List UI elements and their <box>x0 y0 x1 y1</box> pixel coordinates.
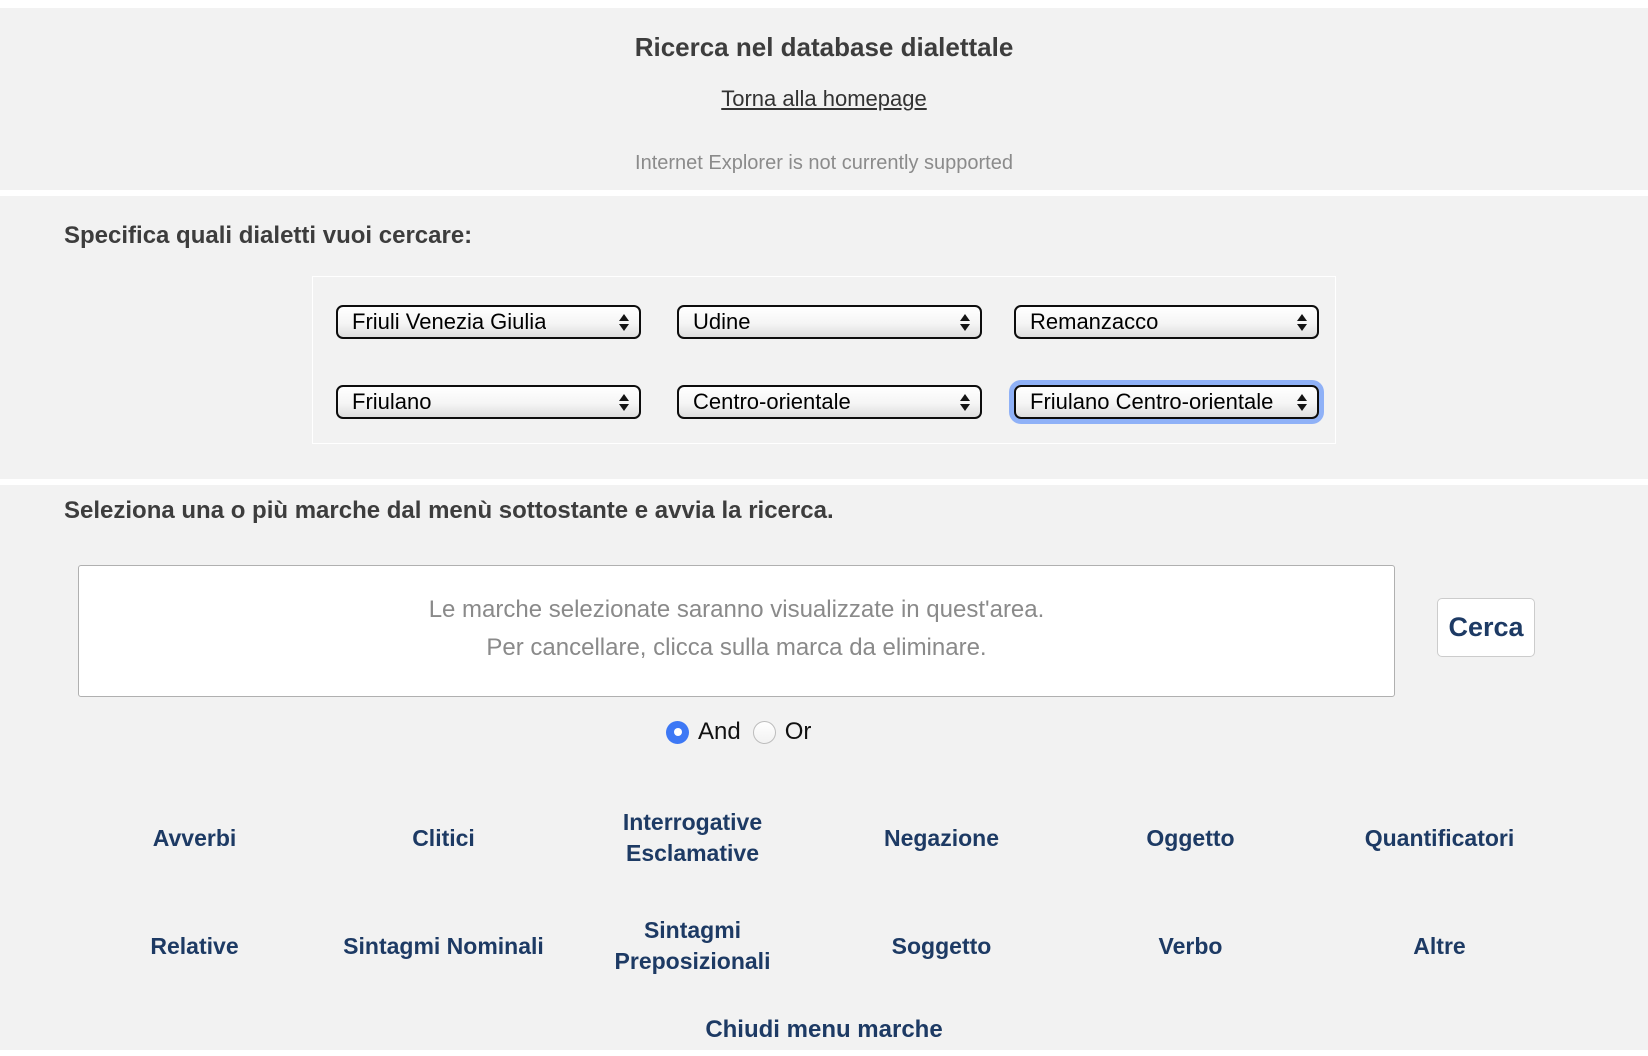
marche-link-verbo[interactable]: Verbo <box>1158 932 1223 959</box>
top-divider <box>0 0 1648 8</box>
marche-link-altre[interactable]: Altre <box>1413 932 1466 959</box>
marche-link-sintagmi-preposizionali[interactable]: Sintagmi Preposizionali <box>614 917 771 974</box>
select-arrows-icon <box>619 314 629 331</box>
marche-section <box>0 485 1648 1050</box>
select-arrows-icon <box>619 394 629 411</box>
or-radio-label[interactable]: Or <box>784 718 812 745</box>
select-arrows-icon <box>1297 394 1307 411</box>
region-select-value: Friuli Venezia Giulia <box>352 309 547 334</box>
close-marche-menu-link[interactable]: Chiudi menu marche <box>705 1016 943 1043</box>
region-select[interactable] <box>336 305 641 339</box>
dialect-heading: Specifica quali dialetti vuoi cercare: <box>64 222 473 249</box>
header-section <box>0 8 1648 190</box>
operator-radio-group <box>666 718 823 746</box>
marche-link-soggetto[interactable]: Soggetto <box>891 932 992 959</box>
dialect-select[interactable] <box>1014 385 1319 419</box>
province-select-value: Udine <box>693 309 751 334</box>
page-title: Ricerca nel database dialettale <box>634 32 1014 62</box>
selected-marche-display-area[interactable] <box>78 565 1395 697</box>
bottom-divider <box>0 1050 1648 1056</box>
province-select[interactable] <box>677 305 982 339</box>
area-select-value: Centro-orientale <box>693 389 851 414</box>
select-arrows-icon <box>960 314 970 331</box>
dialect-section <box>0 196 1648 479</box>
marche-link-negazione[interactable]: Negazione <box>883 824 1000 851</box>
town-select[interactable] <box>1014 305 1319 339</box>
marche-link-relative[interactable]: Relative <box>150 932 239 959</box>
select-arrows-icon <box>1297 314 1307 331</box>
close-menu-container <box>0 1016 1648 1044</box>
marche-link-quantificatori[interactable]: Quantificatori <box>1364 824 1515 851</box>
marche-link-sintagmi-nominali[interactable]: Sintagmi Nominali <box>343 932 544 959</box>
selection-box-placeholder-line1: Le marche selezionate saranno visualizzate in quest'area. <box>428 596 1045 623</box>
marche-link-interrogative-esclamative[interactable]: Interrogative Esclamative <box>622 809 763 866</box>
and-radio[interactable] <box>666 721 689 744</box>
area-select[interactable] <box>677 385 982 419</box>
search-button[interactable]: Cerca <box>1437 598 1535 657</box>
browser-support-note: Internet Explorer is not currently supported <box>635 152 1013 174</box>
language-select-value: Friulano <box>352 389 432 414</box>
marche-link-clitici[interactable]: Clitici <box>412 824 475 851</box>
marche-heading: Seleziona una o più marche dal menù sottostante e avvia la ricerca. <box>64 497 834 524</box>
home-link-container <box>0 86 1648 112</box>
selection-box-placeholder-line2: Per cancellare, clicca sulla marca da eliminare. <box>486 634 987 661</box>
marche-link-avverbi[interactable]: Avverbi <box>152 824 237 851</box>
town-select-value: Remanzacco <box>1030 309 1159 334</box>
and-radio-label[interactable]: And <box>698 718 741 745</box>
marche-link-grid <box>70 784 1564 1000</box>
or-radio[interactable] <box>753 721 776 744</box>
marche-grid-row <box>70 784 1564 892</box>
select-arrows-icon <box>960 394 970 411</box>
marche-link-oggetto[interactable]: Oggetto <box>1146 824 1235 851</box>
dialect-select-panel <box>312 276 1336 444</box>
marche-grid-row <box>70 892 1564 1000</box>
dialect-select-value: Friulano Centro-orientale <box>1030 389 1274 414</box>
home-link[interactable]: Torna alla homepage <box>721 86 927 111</box>
language-select[interactable] <box>336 385 641 419</box>
